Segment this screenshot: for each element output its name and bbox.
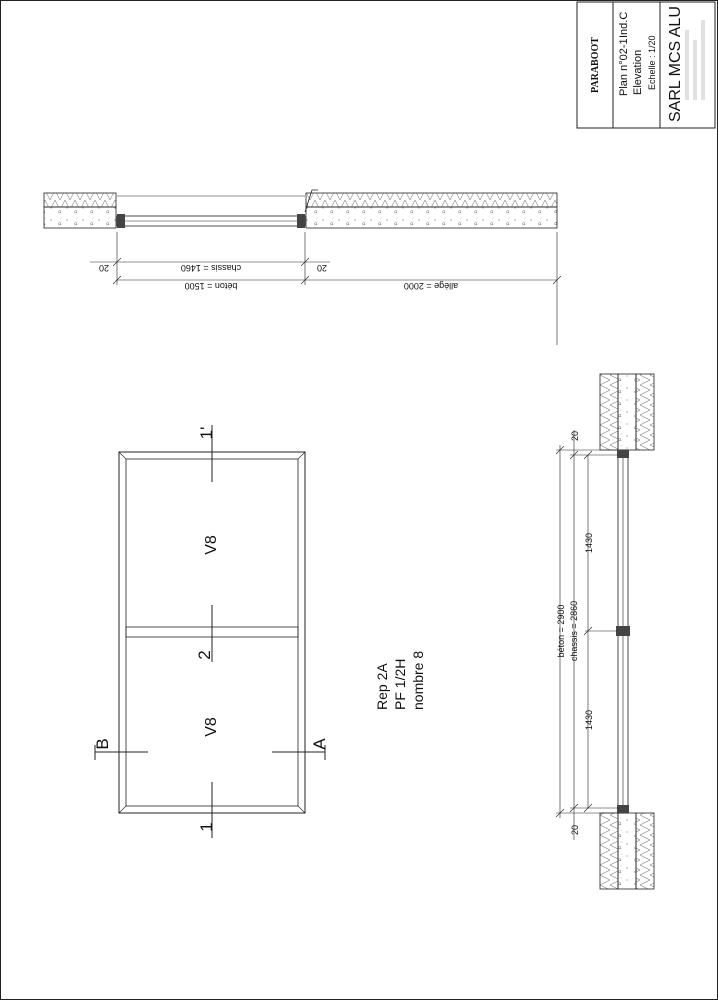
vertical-section [556,374,654,889]
dim-bottom-end: 20 [570,824,580,836]
section-mark-right: A [310,738,329,750]
plan-index: Ind.C [618,11,630,38]
blurred-address [685,20,705,100]
dim-chassis-height: chassis = 2860 [569,600,579,662]
dim-left-end: 20 [98,263,110,273]
dim-upper-half: 1430 [584,532,594,554]
dim-lower-half: 1430 [584,709,594,731]
horizontal-section [44,190,561,345]
view-name: Elevation [632,49,644,95]
type-note: PF 1/2H [392,658,408,710]
client-name: PARABOOT [590,37,601,93]
company-name: SARL MCS ALU [667,6,684,122]
section-mark-mid: 2 [195,650,214,660]
dim-chassis-width: chassis = 1460 [180,263,242,273]
dim-allege: allège = 2000 [403,281,459,291]
lower-leaf-label: V8 [203,717,220,737]
quantity-note: nombre 8 [410,650,426,710]
dim-right-end: 20 [316,263,328,273]
dim-top-end: 20 [570,430,580,442]
section-mark-bottom: 1 [197,822,216,832]
section-mark-left: B [93,738,112,750]
title-block [577,2,715,128]
upper-leaf-label: V8 [203,535,220,555]
section-mark-top: 1' [197,426,216,440]
window-elevation [93,425,426,838]
rep-note: Rep 2A [374,663,390,710]
drawing-scale: Echelle : 1/20 [647,35,657,90]
dim-beton-width: béton = 1500 [184,281,238,291]
plan-number: Plan n°02-1 [618,38,630,96]
dim-beton-height: béton = 2900 [556,604,566,658]
